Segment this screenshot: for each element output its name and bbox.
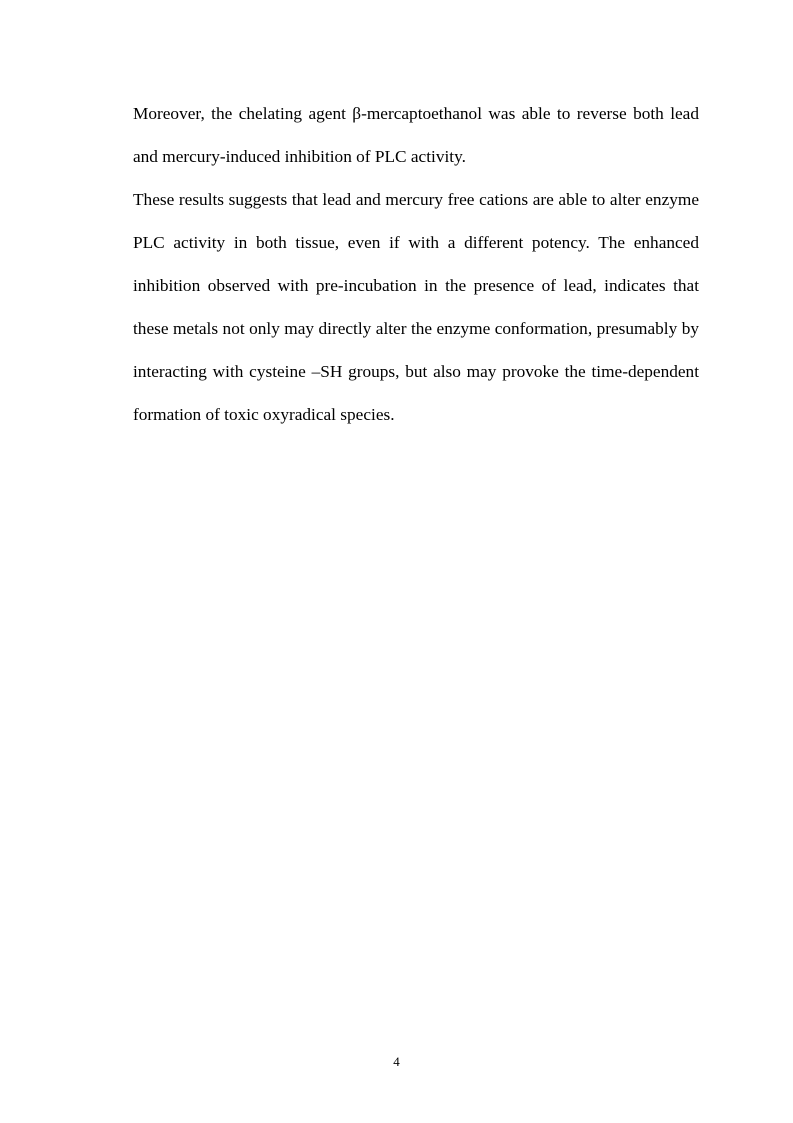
paragraph-results-summary: These results suggests that lead and mercury free cations are able to alter enzyme PLC activity in both tissue, even if with a different potency. The enhanced inhibition observed with pre-incubation in the presence of lead, indicates that these metals not only may directly alter the enzyme conformation, presumably by interacting with cysteine –SH groups, but also may provoke the time-dependent formation of toxic oxyradical species. xyxy=(133,190,699,424)
page-number: 4 xyxy=(393,1054,400,1069)
paragraph-chelating-agent: Moreover, the chelating agent β-mercaptoethanol was able to reverse both lead and mercury-induced inhibition of PLC activity. xyxy=(133,104,699,166)
body-text xyxy=(133,92,699,436)
